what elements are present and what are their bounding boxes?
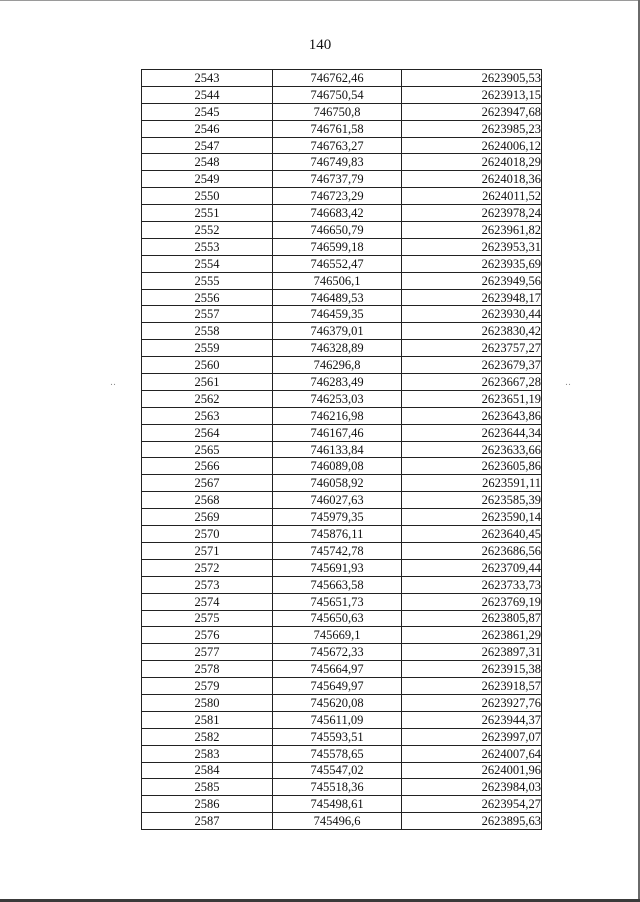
point-number-cell: 2555 (142, 272, 273, 289)
table-row (142, 593, 542, 610)
x-coordinate-cell: 745593,51 (273, 728, 402, 745)
y-coordinate-cell: 2623927,76 (402, 694, 542, 711)
table-row (142, 272, 542, 289)
y-coordinate-cell: 2623643,86 (402, 407, 542, 424)
table-row (142, 441, 542, 458)
table-row (142, 120, 542, 137)
point-number-cell: 2579 (142, 678, 273, 695)
point-number-cell: 2575 (142, 610, 273, 627)
point-number-cell: 2567 (142, 475, 273, 492)
point-number-cell: 2560 (142, 357, 273, 374)
y-coordinate-cell: 2623948,17 (402, 289, 542, 306)
x-coordinate-cell: 746749,83 (273, 154, 402, 171)
table-row (142, 542, 542, 559)
y-coordinate-cell: 2623757,27 (402, 340, 542, 357)
table-row (142, 86, 542, 103)
page-number: 140 (308, 37, 332, 53)
table-row (142, 188, 542, 205)
y-coordinate-cell: 2624007,64 (402, 745, 542, 762)
x-coordinate-cell: 746058,92 (273, 475, 402, 492)
y-coordinate-cell: 2623633,66 (402, 441, 542, 458)
point-number-cell: 2570 (142, 526, 273, 543)
point-number-cell: 2553 (142, 238, 273, 255)
table-row (142, 205, 542, 222)
y-coordinate-cell: 2623913,15 (402, 86, 542, 103)
table-row (142, 509, 542, 526)
point-number-cell: 2549 (142, 171, 273, 188)
y-coordinate-cell: 2623644,34 (402, 424, 542, 441)
y-coordinate-cell: 2624018,29 (402, 154, 542, 171)
point-number-cell: 2558 (142, 323, 273, 340)
point-number-cell: 2585 (142, 779, 273, 796)
x-coordinate-cell: 745578,65 (273, 745, 402, 762)
x-coordinate-cell: 745663,58 (273, 576, 402, 593)
point-number-cell: 2573 (142, 576, 273, 593)
y-coordinate-cell: 2623686,56 (402, 542, 542, 559)
table-row (142, 238, 542, 255)
x-coordinate-cell: 745979,35 (273, 509, 402, 526)
y-coordinate-cell: 2623861,29 (402, 627, 542, 644)
table-row (142, 475, 542, 492)
scan-border-top (0, 0, 640, 1)
y-coordinate-cell: 2623590,14 (402, 509, 542, 526)
y-coordinate-cell: 2624018,36 (402, 171, 542, 188)
point-number-cell: 2564 (142, 424, 273, 441)
x-coordinate-cell: 745691,93 (273, 559, 402, 576)
x-coordinate-cell: 746459,35 (273, 306, 402, 323)
y-coordinate-cell: 2623961,82 (402, 222, 542, 239)
point-number-cell: 2562 (142, 390, 273, 407)
table-row (142, 222, 542, 239)
x-coordinate-cell: 746750,54 (273, 86, 402, 103)
y-coordinate-cell: 2623805,87 (402, 610, 542, 627)
x-coordinate-cell: 746167,46 (273, 424, 402, 441)
x-coordinate-cell: 745498,61 (273, 796, 402, 813)
point-number-cell: 2584 (142, 762, 273, 779)
table-row (142, 492, 542, 509)
y-coordinate-cell: 2623895,63 (402, 813, 542, 830)
point-number-cell: 2586 (142, 796, 273, 813)
y-coordinate-cell: 2623918,57 (402, 678, 542, 695)
table-row (142, 813, 542, 830)
table-row (142, 357, 542, 374)
y-coordinate-cell: 2623915,38 (402, 661, 542, 678)
table-row (142, 289, 542, 306)
point-number-cell: 2577 (142, 644, 273, 661)
x-coordinate-cell: 745547,02 (273, 762, 402, 779)
y-coordinate-cell: 2624006,12 (402, 137, 542, 154)
point-number-cell: 2561 (142, 374, 273, 391)
table-row (142, 323, 542, 340)
point-number-cell: 2581 (142, 711, 273, 728)
x-coordinate-cell: 746599,18 (273, 238, 402, 255)
y-coordinate-cell: 2623733,73 (402, 576, 542, 593)
x-coordinate-cell: 746737,79 (273, 171, 402, 188)
table-row (142, 779, 542, 796)
table-row (142, 644, 542, 661)
table-row (142, 678, 542, 695)
y-coordinate-cell: 2623997,07 (402, 728, 542, 745)
scan-speck: ․․ (565, 377, 572, 387)
table-row (142, 526, 542, 543)
table-row (142, 306, 542, 323)
y-coordinate-cell: 2623640,45 (402, 526, 542, 543)
y-coordinate-cell: 2623984,03 (402, 779, 542, 796)
point-number-cell: 2566 (142, 458, 273, 475)
x-coordinate-cell: 746723,29 (273, 188, 402, 205)
x-coordinate-cell: 746489,53 (273, 289, 402, 306)
y-coordinate-cell: 2623978,24 (402, 205, 542, 222)
point-number-cell: 2572 (142, 559, 273, 576)
point-number-cell: 2556 (142, 289, 273, 306)
table-row (142, 627, 542, 644)
point-number-cell: 2563 (142, 407, 273, 424)
table-row (142, 424, 542, 441)
x-coordinate-cell: 745496,6 (273, 813, 402, 830)
y-coordinate-cell: 2623897,31 (402, 644, 542, 661)
point-number-cell: 2554 (142, 255, 273, 272)
x-coordinate-cell: 746296,8 (273, 357, 402, 374)
scan-speck: ․․ (110, 377, 117, 387)
coordinates-table (141, 69, 542, 830)
point-number-cell: 2543 (142, 70, 273, 87)
x-coordinate-cell: 745649,97 (273, 678, 402, 695)
x-coordinate-cell: 745672,33 (273, 644, 402, 661)
y-coordinate-cell: 2623605,86 (402, 458, 542, 475)
x-coordinate-cell: 746683,42 (273, 205, 402, 222)
x-coordinate-cell: 746328,89 (273, 340, 402, 357)
table-row (142, 576, 542, 593)
table-row (142, 407, 542, 424)
table-row (142, 340, 542, 357)
y-coordinate-cell: 2623709,44 (402, 559, 542, 576)
x-coordinate-cell: 746253,03 (273, 390, 402, 407)
x-coordinate-cell: 746763,27 (273, 137, 402, 154)
coordinates-table-body (142, 70, 542, 830)
x-coordinate-cell: 745611,09 (273, 711, 402, 728)
y-coordinate-cell: 2623953,31 (402, 238, 542, 255)
y-coordinate-cell: 2624011,52 (402, 188, 542, 205)
y-coordinate-cell: 2623667,28 (402, 374, 542, 391)
x-coordinate-cell: 745669,1 (273, 627, 402, 644)
table-row (142, 374, 542, 391)
point-number-cell: 2552 (142, 222, 273, 239)
point-number-cell: 2578 (142, 661, 273, 678)
x-coordinate-cell: 746750,8 (273, 103, 402, 120)
point-number-cell: 2547 (142, 137, 273, 154)
x-coordinate-cell: 745651,73 (273, 593, 402, 610)
table-row (142, 103, 542, 120)
point-number-cell: 2583 (142, 745, 273, 762)
x-coordinate-cell: 745518,36 (273, 779, 402, 796)
table-row (142, 762, 542, 779)
x-coordinate-cell: 746027,63 (273, 492, 402, 509)
table-row (142, 458, 542, 475)
x-coordinate-cell: 745650,63 (273, 610, 402, 627)
y-coordinate-cell: 2623935,69 (402, 255, 542, 272)
y-coordinate-cell: 2623930,44 (402, 306, 542, 323)
y-coordinate-cell: 2623985,23 (402, 120, 542, 137)
table-row (142, 711, 542, 728)
y-coordinate-cell: 2623591,11 (402, 475, 542, 492)
table-row (142, 255, 542, 272)
x-coordinate-cell: 746506,1 (273, 272, 402, 289)
point-number-cell: 2550 (142, 188, 273, 205)
x-coordinate-cell: 745876,11 (273, 526, 402, 543)
x-coordinate-cell: 746762,46 (273, 70, 402, 87)
point-number-cell: 2545 (142, 103, 273, 120)
x-coordinate-cell: 746089,08 (273, 458, 402, 475)
point-number-cell: 2544 (142, 86, 273, 103)
y-coordinate-cell: 2623947,68 (402, 103, 542, 120)
table-row (142, 559, 542, 576)
point-number-cell: 2569 (142, 509, 273, 526)
x-coordinate-cell: 745620,08 (273, 694, 402, 711)
point-number-cell: 2559 (142, 340, 273, 357)
x-coordinate-cell: 745664,97 (273, 661, 402, 678)
y-coordinate-cell: 2623769,19 (402, 593, 542, 610)
table-row (142, 610, 542, 627)
table-row (142, 171, 542, 188)
point-number-cell: 2548 (142, 154, 273, 171)
y-coordinate-cell: 2623954,27 (402, 796, 542, 813)
table-row (142, 796, 542, 813)
point-number-cell: 2576 (142, 627, 273, 644)
table-row (142, 154, 542, 171)
table-row (142, 137, 542, 154)
point-number-cell: 2557 (142, 306, 273, 323)
point-number-cell: 2587 (142, 813, 273, 830)
point-number-cell: 2582 (142, 728, 273, 745)
y-coordinate-cell: 2623585,39 (402, 492, 542, 509)
x-coordinate-cell: 746216,98 (273, 407, 402, 424)
point-number-cell: 2551 (142, 205, 273, 222)
x-coordinate-cell: 746761,58 (273, 120, 402, 137)
y-coordinate-cell: 2623830,42 (402, 323, 542, 340)
point-number-cell: 2571 (142, 542, 273, 559)
y-coordinate-cell: 2624001,96 (402, 762, 542, 779)
table-row (142, 694, 542, 711)
x-coordinate-cell: 746552,47 (273, 255, 402, 272)
table-row (142, 70, 542, 87)
table-row (142, 745, 542, 762)
point-number-cell: 2568 (142, 492, 273, 509)
x-coordinate-cell: 745742,78 (273, 542, 402, 559)
point-number-cell: 2546 (142, 120, 273, 137)
table-row (142, 661, 542, 678)
y-coordinate-cell: 2623905,53 (402, 70, 542, 87)
x-coordinate-cell: 746283,49 (273, 374, 402, 391)
point-number-cell: 2565 (142, 441, 273, 458)
table-row (142, 728, 542, 745)
x-coordinate-cell: 746650,79 (273, 222, 402, 239)
point-number-cell: 2574 (142, 593, 273, 610)
y-coordinate-cell: 2623944,37 (402, 711, 542, 728)
x-coordinate-cell: 746379,01 (273, 323, 402, 340)
y-coordinate-cell: 2623651,19 (402, 390, 542, 407)
x-coordinate-cell: 746133,84 (273, 441, 402, 458)
table-row (142, 390, 542, 407)
y-coordinate-cell: 2623949,56 (402, 272, 542, 289)
y-coordinate-cell: 2623679,37 (402, 357, 542, 374)
point-number-cell: 2580 (142, 694, 273, 711)
